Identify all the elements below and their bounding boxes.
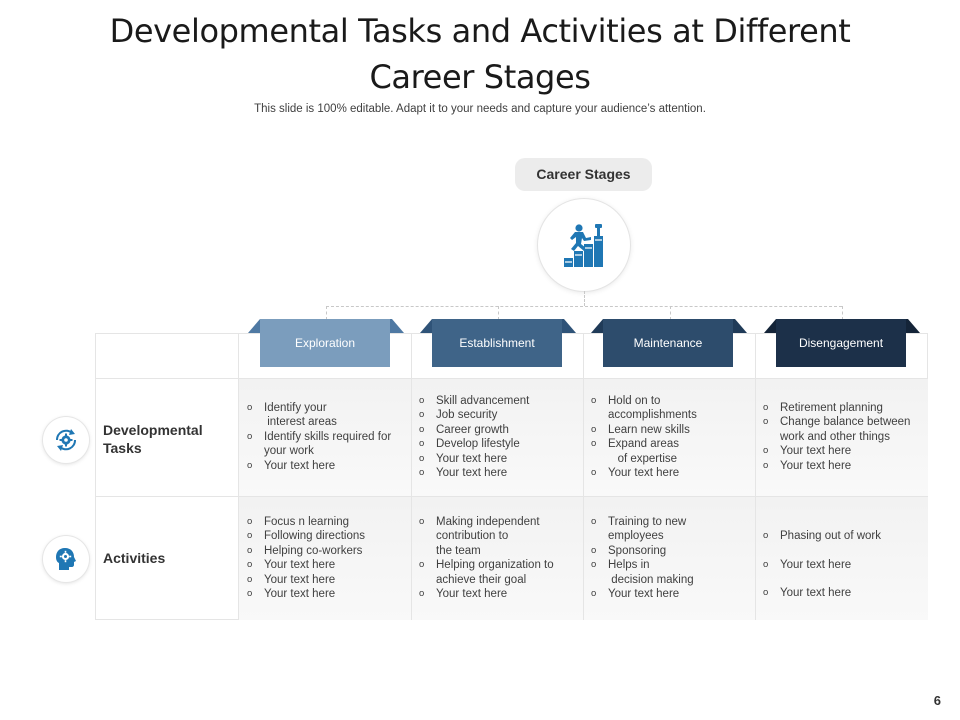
list-item: o Sponsoring: [589, 544, 754, 558]
stage-tab-establishment: [420, 319, 576, 368]
row-label-line2: Tasks: [103, 440, 142, 456]
page-number: 6: [933, 693, 941, 708]
list-item: o Your text here: [245, 558, 410, 572]
list-item: contribution to: [436, 530, 509, 543]
list-item: decision making: [608, 573, 694, 586]
head-gear-icon: [53, 546, 79, 572]
cell-list: [245, 401, 410, 473]
stage-tab-label: [432, 319, 562, 367]
list-item: o Your text here: [761, 579, 926, 608]
list-item: interest areas: [264, 416, 337, 429]
list-item: o Career growth: [417, 423, 582, 437]
cell-list: [589, 515, 754, 601]
person-climbing-stairs-icon: [561, 222, 607, 268]
stage-tab-text: Maintenance: [633, 336, 703, 350]
list-item: o Your text here: [761, 551, 926, 580]
list-item: your work: [264, 445, 314, 458]
list-item: o Your text here: [589, 466, 754, 480]
list-item: o Focus n learning: [245, 515, 410, 529]
cell-list: [589, 394, 754, 480]
stage-tab-text: Disengagement: [798, 336, 884, 350]
cell-list: [417, 515, 582, 601]
slide-title-line2: Career Stages: [369, 58, 591, 96]
row-label-developmental-tasks: [103, 421, 203, 457]
list-item: the team: [436, 544, 481, 557]
connector-drop-2: [498, 306, 499, 320]
slide-title-line1: Developmental Tasks and Activities at Different: [109, 12, 851, 50]
stage-tab-text: Exploration: [294, 336, 356, 350]
list-item: o Learn new skills: [589, 423, 754, 437]
list-item: o Your text here: [245, 587, 410, 601]
list-item: o Identify skills required for: [245, 430, 410, 444]
cell-list: [245, 515, 410, 601]
cell-list: [417, 394, 582, 480]
list-item: o Your text here: [589, 587, 754, 601]
table-divider: [96, 378, 927, 379]
list-item: o Job security: [417, 408, 582, 422]
stage-tab-text: Establishment: [459, 336, 535, 350]
list-item: o Your text here: [417, 587, 582, 601]
connector-drop-4: [842, 306, 843, 320]
cell-list: [761, 401, 926, 473]
list-item: accomplishments: [608, 409, 697, 422]
list-item: o Hold on to: [589, 394, 754, 408]
list-item: o Your text here: [761, 444, 926, 458]
list-item: employees: [608, 530, 664, 543]
list-item: o Helping co-workers: [245, 544, 410, 558]
activities-icon-badge: [43, 536, 89, 582]
slide-subtitle: This slide is 100% editable. Adapt it to your needs and capture your audience’s attention.: [254, 103, 706, 115]
list-item: o Change balance between: [761, 415, 926, 429]
table-divider: [238, 334, 239, 619]
list-item: o Your text here: [245, 459, 410, 473]
developmental-tasks-icon-badge: [43, 417, 89, 463]
table-divider: [96, 496, 927, 497]
list-item: o Following directions: [245, 529, 410, 543]
slide-title: [60, 8, 900, 100]
career-stages-label: Career Stages: [515, 158, 652, 191]
row-label-line1: Activities: [103, 550, 166, 566]
stage-tab-label: [260, 319, 390, 367]
list-item: o Your text here: [417, 452, 582, 466]
list-item: o Phasing out of work: [761, 522, 926, 551]
cell-list: [761, 522, 926, 608]
connector-drop-1: [326, 306, 327, 320]
row-label-activities: [103, 549, 165, 567]
row-label-line1: Developmental: [103, 422, 203, 438]
list-item: o Your text here: [761, 459, 926, 473]
stage-tab-disengagement: [764, 319, 920, 368]
table-divider: [583, 334, 584, 619]
list-item: o Expand areas: [589, 437, 754, 451]
list-item: o Making independent: [417, 515, 582, 529]
list-item: o Your text here: [417, 466, 582, 480]
list-item: o Helping organization to: [417, 558, 582, 572]
connector-drop-3: [670, 306, 671, 320]
gear-cycle-icon: [53, 427, 79, 453]
list-item: of expertise: [608, 452, 678, 465]
stage-tab-label: [603, 319, 733, 367]
list-item: o Identify your: [245, 401, 410, 415]
stage-tab-label: [776, 319, 906, 367]
list-item: o Retirement planning: [761, 401, 926, 415]
list-item: achieve their goal: [436, 573, 527, 586]
list-item: work and other things: [780, 430, 890, 443]
list-item: o Helps in: [589, 558, 754, 572]
table-divider: [755, 334, 756, 619]
career-stages-hub: [538, 199, 630, 291]
hub-connector-horizontal: [326, 306, 842, 307]
hub-connector-vertical: [584, 291, 585, 306]
list-item: o Skill advancement: [417, 394, 582, 408]
list-item: o Training to new: [589, 515, 754, 529]
stage-tab-exploration: [248, 319, 404, 368]
stage-tab-maintenance: [591, 319, 747, 368]
list-item: o Your text here: [245, 573, 410, 587]
table-divider: [411, 334, 412, 619]
list-item: o Develop lifestyle: [417, 437, 582, 451]
